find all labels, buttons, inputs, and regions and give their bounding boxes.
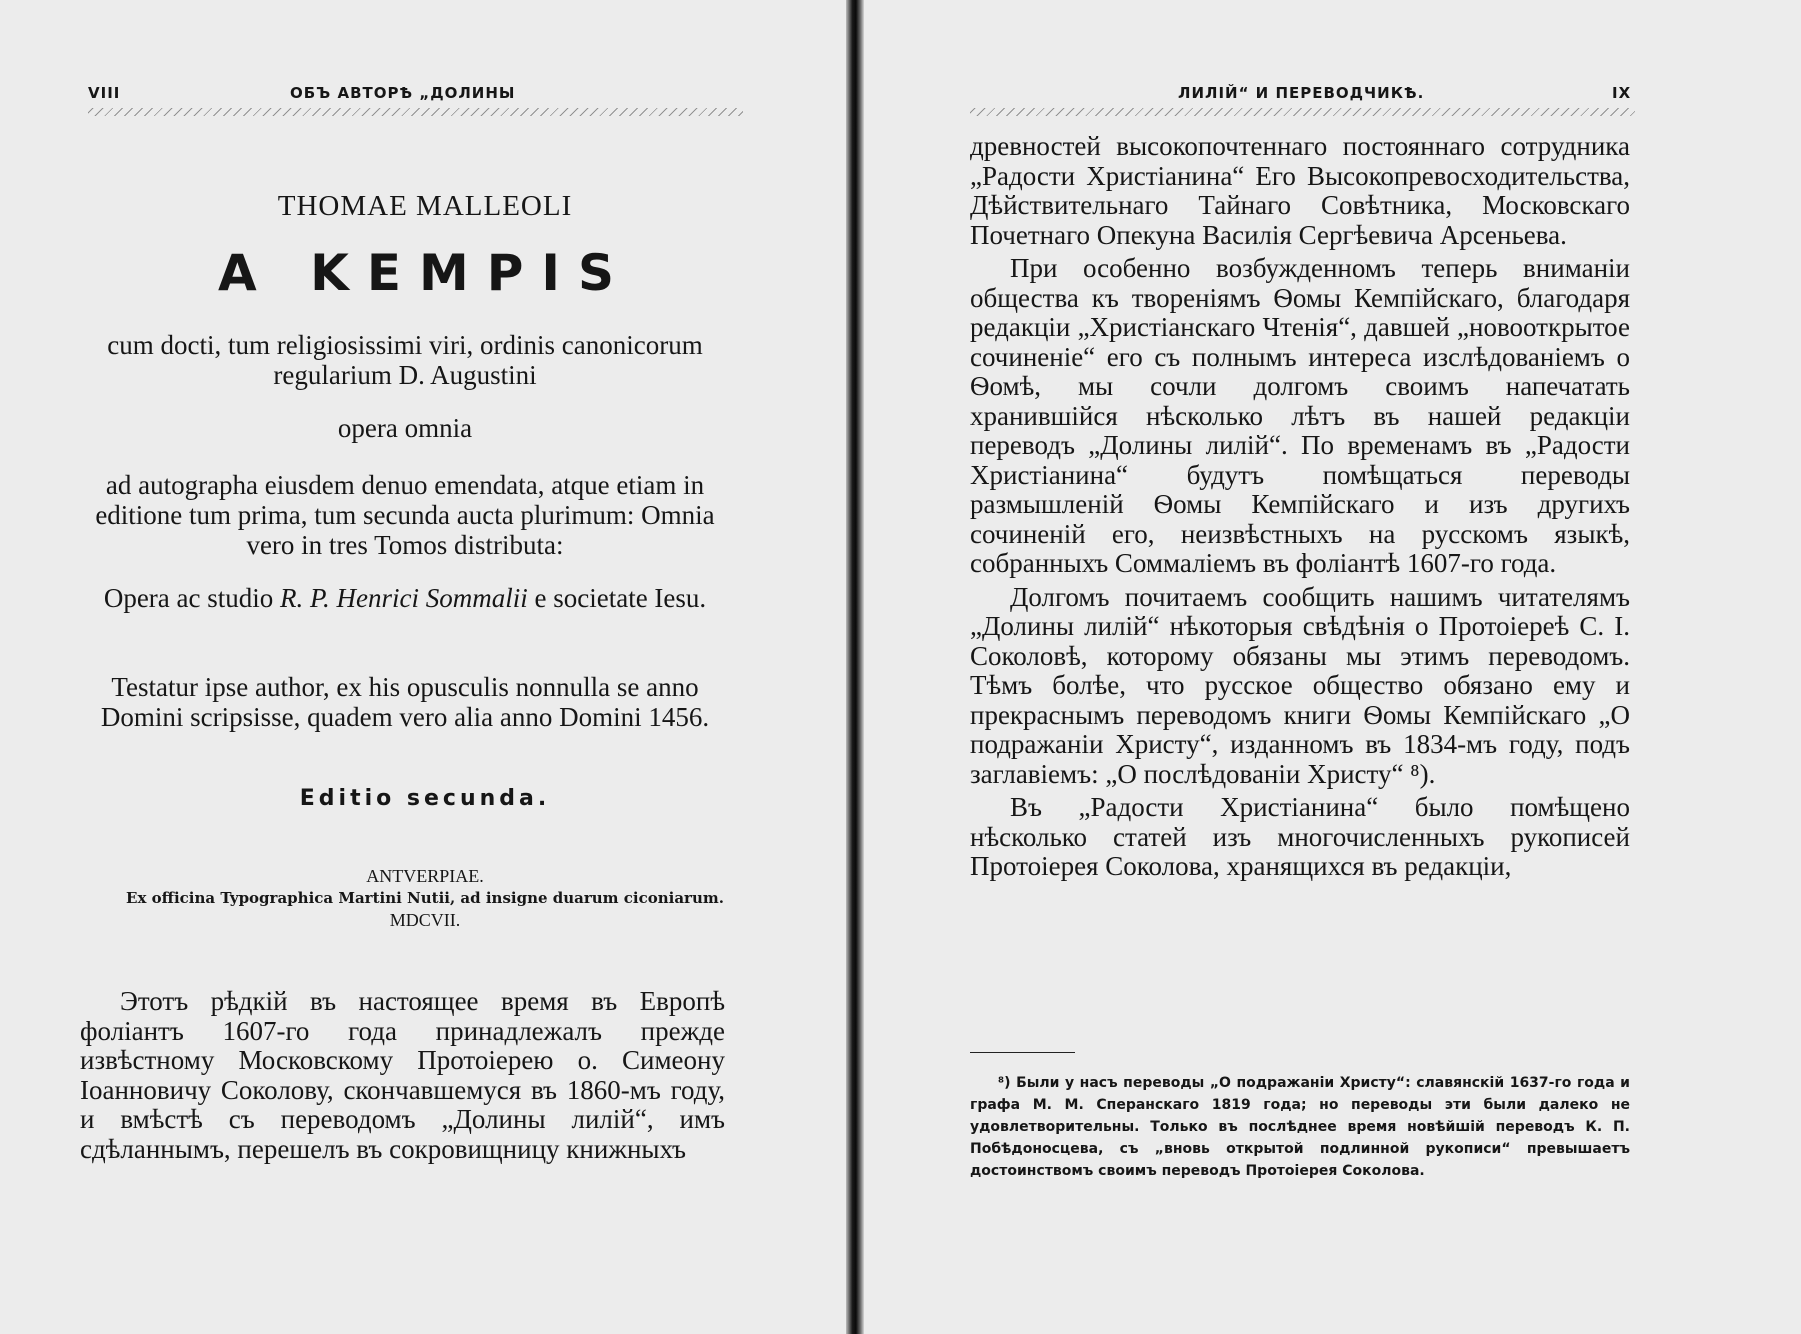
imprint-office: Ex officina Typographica Martini Nutii, ad insigne duarum ciconiarum. [126, 889, 724, 907]
right-header-rule [970, 108, 1635, 116]
title-kempis: A KEMPIS [217, 244, 633, 302]
studio-prefix: Opera ac studio [103, 583, 274, 613]
right-page-number: IX [1612, 84, 1632, 102]
studio-suffix: e societate Iesu. [534, 583, 707, 613]
left-body-text [80, 987, 725, 1164]
title-subtitle: cum docti, tum religiosissimi viri, ordinis canonicorum regularium D. Augustini [107, 330, 703, 390]
title-author-name: THOMAE MALLEOLI [277, 190, 573, 222]
title-opera-omnia: opera omnia [337, 413, 473, 443]
left-page-number: VIII [88, 84, 121, 102]
imprint-city: ANTVERPIAE. [366, 866, 484, 886]
right-paragraph-3: Долгомъ почитаемъ сообщить нашимъ читателямъ „Долины лилій“ нѣкоторыя свѣдѣнія о Протоіереѣ С. І. Соколовѣ, которому обязаны мы этимъ переводомъ. Тѣмъ болѣе, что русское общество обязано ему и прекраснымъ переводомъ книги Ѳомы Кемпійскаго „О подражаніи Христу“, изданномъ въ 1834-мъ году, подъ заглавіемъ: „О послѣдованіи Христу“ ⁸). [970, 581, 1630, 789]
right-body-text [970, 132, 1630, 882]
book-gutter [846, 0, 864, 1334]
studio-name: R. P. Henrici Sommalii [280, 583, 528, 613]
imprint-year: MDCVII. [389, 910, 461, 930]
title-description: ad autographa eiusdem denuo emendata, atque etiam in editione tum prima, tum secunda aucta plurimum: Omnia vero in tres Tomos distributa: [95, 470, 715, 560]
right-running-head: ЛИЛІЙ“ И ПЕРЕВОДЧИКѢ. [1178, 84, 1425, 102]
right-paragraph-2: При особенно возбужденномъ теперь вниманіи общества къ твореніямъ Ѳомы Кемпійскаго, благодаря редакціи „Христіанскаго Чтенія“, давшей „новооткрытое сочиненіе“ его съ полнымъ интереса изслѣдованіемъ о Ѳомѣ, мы сочли долгомъ своимъ напечатать хранившійся нѣсколько лѣтъ въ нашей редакціи переводъ „Долины лилій“. По временамъ въ „Радости Христіанина“ будутъ помѣщаться переводы размышленій Ѳомы Кемпійскаго и изъ другихъ сочиненій его, неизвѣстныхъ на русскомъ языкѣ, собранныхъ Соммаліемъ въ фоліантѣ 1607-го года. [970, 253, 1630, 578]
left-header-rule [88, 108, 743, 116]
footnote-text: ⁸) Были у насъ переводы „О подражаніи Христу“: славянскій 1637-го года и графа М. М. Сперанскаго 1819 года; но переводы эти были далеко не удовлетворительны. Только въ послѣднее время новѣйшій переводъ К. П. Побѣдоносцева, съ „вновь открытой подлинной рукописи“ превышаетъ достоинствомъ своимъ переводъ Протоіерея Соколова. [970, 1075, 1630, 1179]
footnote-rule [970, 1052, 1075, 1053]
left-body-paragraph: Этотъ рѣдкій въ настоящее время въ Европѣ фоліантъ 1607-го года принадлежалъ прежде извѣстному Московскому Протоіерею о. Симеону Іоанновичу Соколову, скончавшемуся въ 1860-мъ году, и вмѣстѣ съ переводомъ „Долины лилій“, имъ сдѣланнымъ, перешелъ въ сокровищницу книжныхъ [80, 986, 725, 1164]
title-studio [80, 583, 730, 613]
left-running-head: ОБЪ АВТОРѢ „ДОЛИНЫ [290, 84, 516, 102]
right-paragraph-4: Въ „Радости Христіанина“ было помѣщено нѣсколько статей изъ многочисленныхъ рукописей Протоіерея Соколова, хранящихся въ редакціи, [970, 792, 1630, 881]
title-editio: Editio secunda. [299, 786, 551, 811]
right-paragraph-1: древностей высокопочтеннаго постояннаго сотрудника „Радости Христіанина“ Его Высокопревосходительства, Дѣйствительнаго Тайнаго Совѣтника, Московскаго Почетнаго Опекуна Василія Сергѣевича Арсеньева. [970, 131, 1630, 250]
footnote [970, 1072, 1630, 1182]
title-testatur: Testatur ipse author, ex his opusculis nonnulla se anno Domini scripsisse, quadem vero alia anno Domini 1456. [100, 672, 710, 732]
